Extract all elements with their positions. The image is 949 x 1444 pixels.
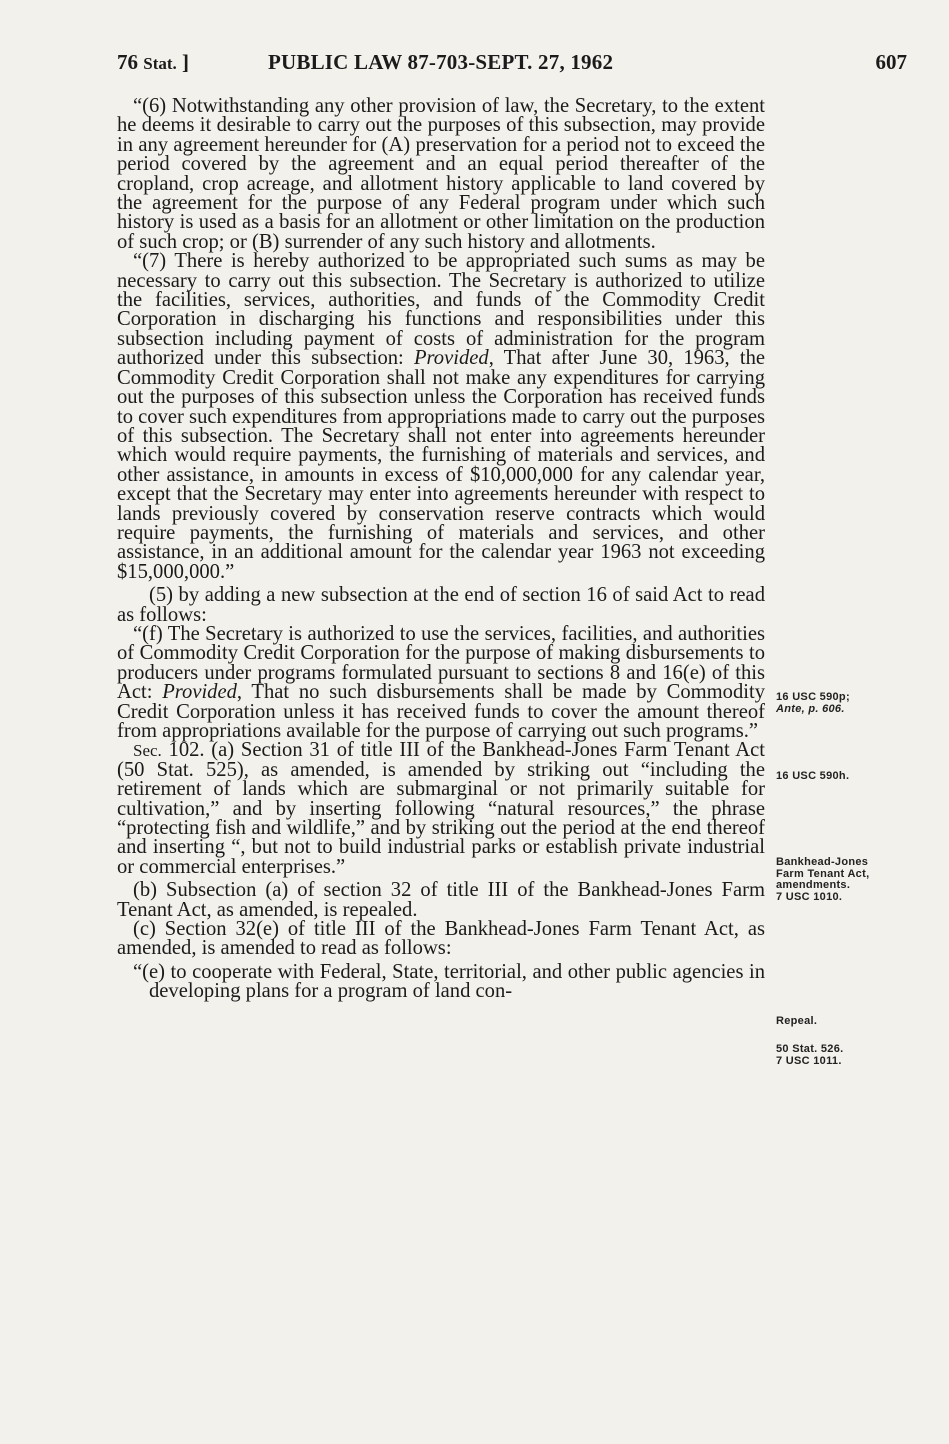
section-102-text: 102. (a) Section 31 of title III of the Bankhead-Jones Farm Tenant Act (50 Stat. 525), as amended, is amended by striking out “including the retirement of lands which are submarginal or not primarily suitable for cultivation,” and by inserting following “natural resources,” the phrase “protecting fish and wildlife,” and by striking out the period at the end thereof and inserting “, but not to build industrial parks or establish private industrial or commercial enterprises.” [117, 739, 765, 878]
paragraph-7 [117, 252, 765, 582]
law-title: PUBLIC LAW 87-703-SEPT. 27, 1962 [268, 50, 614, 74]
proviso-italic: Provided [413, 347, 489, 370]
paragraph-5: (5) by adding a new subsection at the end of section 16 of said Act to read as follows: [117, 584, 765, 626]
paragraph-6: “(6) Notwithstanding any other provision of law, the Secretary, to the extent he deems it desirable to carry out the purposes of this subsection, may provide in any agreement hereunder for (A) preservation for a period not to exceed the period covered by the agreement and an equal period thereafter of the cropland, crop acreage, and allotment history applicable to land covered by the agreement for the purpose of any Federal program under which such history is used as a basis for an allotment or other limitation on the production of such crop; or (B) surrender of any such history and allotments. [117, 95, 765, 253]
margin-note-bankhead-jones [776, 857, 936, 903]
paragraph-c: (c) Section 32(e) of title III of the Bankhead-Jones Farm Tenant Act, as amended, is amended to read as follows: [117, 918, 765, 960]
paragraph-b: (b) Subsection (a) of section 32 of title III of the Bankhead-Jones Farm Tenant Act, as amended, is repealed. [117, 879, 765, 921]
margin-line: 16 USC 590p; [776, 691, 850, 703]
margin-line: 7 USC 1011. [776, 1054, 842, 1067]
stat-volume: 76 [117, 50, 138, 74]
page-header [117, 50, 907, 78]
paragraph-f [117, 622, 766, 742]
paragraph-e: “(e) to cooperate with Federal, State, territorial, and other public agencies in developing plans for a program of land con- [133, 960, 765, 1003]
section-102 [117, 741, 765, 877]
margin-line: 50 Stat. 526. [776, 1043, 844, 1055]
page-number: 607 [875, 50, 907, 74]
paragraph-7-part-2: , That after June 30, 1963, the Commodity Credit Corporation shall not make any expenditures for carrying out the purposes of this subsection unless the Corporation has received funds to cover such expenditures from appropriations made to carry out the purposes of this subsection. The Secretary shall not enter into agreements hereunder which would require payments, the furnishing of materials and services, and other assistance, in amounts in excess of $10,000,000 for any calendar year, except that the Secretary may enter into agreements hereunder with respect to lands previously covered by conservation reserve contracts which would require payments, the furnishing of materials and services, and other assistance, in an additional amount for the calendar year 1963 not exceeding $15,000,000.” [117, 347, 766, 583]
margin-line: Farm Tenant Act, [776, 867, 870, 880]
paragraph-f-part-2: , That no such disbursements shall be made by Commodity Credit Corporation unless it has received funds to cover the amount thereof from appropriations available for the purpose of carrying out such programs.” [117, 681, 766, 742]
margin-note-usc-590h [776, 771, 936, 783]
margin-line: Bankhead-Jones [776, 856, 869, 868]
margin-line: 16 USC 590h. [776, 770, 850, 782]
margin-line: Ante, p. 606. [776, 702, 845, 715]
main-text [117, 97, 765, 1002]
margin-note-usc-590p [776, 692, 936, 715]
margin-note-repeal [776, 1016, 936, 1028]
stat-reference [117, 50, 189, 75]
paragraph-7-part-1: “(7) There is hereby authorized to be appropriated such sums as may be necessary to carry out this subsection. The Secretary is authorized to utilize the facilities, services, authorities, and funds of the Commodity Credit Corporation in discharging his functions and responsibilities under this subsection including payment of costs of administration for the program authorized under this subsection: [117, 250, 765, 370]
section-label: Sec. [133, 741, 162, 761]
margin-line: Repeal. [776, 1015, 818, 1027]
margin-line: amendments. [776, 879, 851, 891]
margin-line: 7 USC 1010. [776, 890, 843, 903]
margin-note-50-stat [776, 1044, 936, 1067]
stat-bracket: ] [182, 50, 190, 74]
proviso-italic: Provided [162, 681, 237, 704]
paragraph-f-part-1: “(f) The Secretary is authorized to use the services, facilities, and authorities of Commodity Credit Corporation for the purpose of making disbursements to producers under programs formulated pursuant to sections 8 and 16(e) of this Act: [117, 622, 765, 704]
stat-label: Stat. [143, 54, 177, 73]
